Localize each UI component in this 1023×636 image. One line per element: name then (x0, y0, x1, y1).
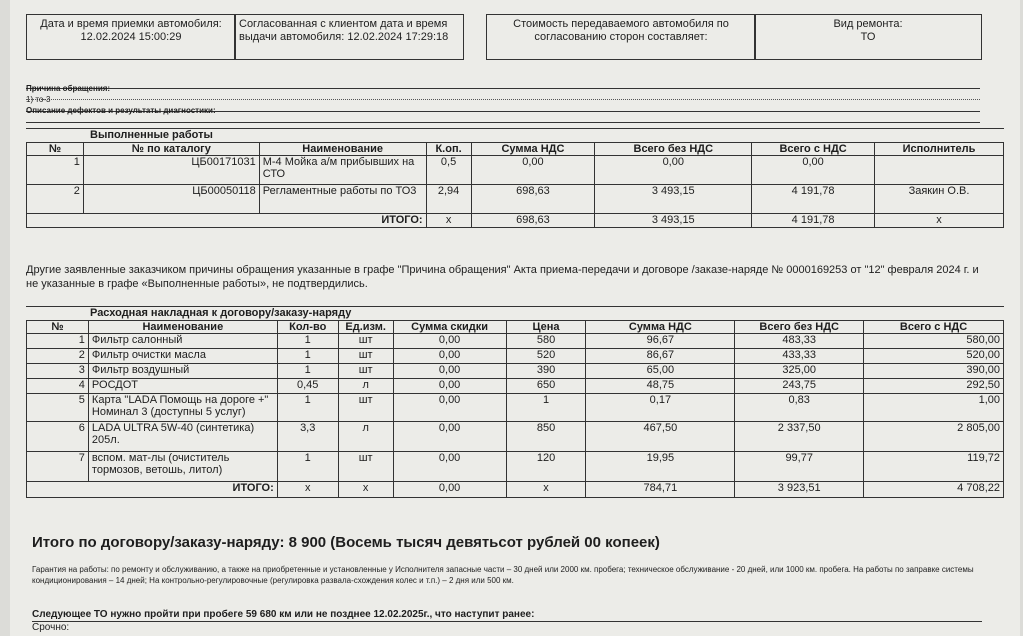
works-col-header: № (27, 143, 84, 156)
parts-cell: 1 (277, 364, 338, 379)
works-cell: Заякин О.В. (875, 185, 1004, 214)
parts-cell: шт (338, 364, 393, 379)
parts-section (26, 306, 1004, 498)
next-service: Следующее ТО нужно пройти при пробеге 59 680 км или не позднее 12.02.2025г., что наступит ранее: (32, 609, 982, 622)
parts-cell: 119,72 (864, 452, 1004, 482)
parts-cell: РОСДОТ (88, 379, 277, 394)
parts-cell: 4 (27, 379, 89, 394)
works-col-header: Наименование (259, 143, 426, 156)
parts-cell: 0,83 (735, 394, 864, 422)
cost-label-1: Стоимость передаваемого автомобиля по (513, 18, 729, 30)
cost-box (486, 14, 756, 60)
parts-total-cell: 3 923,51 (735, 482, 864, 498)
parts-header-row (27, 321, 1004, 334)
works-section (26, 128, 1004, 228)
parts-cell: 48,75 (586, 379, 735, 394)
parts-cell: 0,00 (393, 452, 506, 482)
reason-value-line (26, 89, 980, 104)
grand-total: Итого по договору/заказу-наряду: 8 900 (Восемь тысяч девятьсот рублей 00 копеек) (32, 534, 660, 551)
parts-cell: л (338, 379, 393, 394)
parts-cell: 7 (27, 452, 89, 482)
works-cell: 0,5 (426, 156, 471, 185)
table-row (27, 156, 1004, 185)
parts-total-label: ИТОГО: (27, 482, 278, 498)
parts-cell: Фильтр очистки масла (88, 349, 277, 364)
parts-cell: 1 (506, 394, 586, 422)
parts-cell: Фильтр салонный (88, 334, 277, 349)
works-total-row (27, 214, 1004, 228)
works-col-header: Всего без НДС (595, 143, 752, 156)
parts-cell: 325,00 (735, 364, 864, 379)
document-sheet (10, 0, 1020, 636)
table-row (27, 422, 1004, 452)
works-total-cell: 4 191,78 (752, 214, 875, 228)
works-cell: 3 493,15 (595, 185, 752, 214)
parts-cell: 5 (27, 394, 89, 422)
works-cell (875, 156, 1004, 185)
parts-cell: 520,00 (864, 349, 1004, 364)
works-cell: ЦБ00050118 (83, 185, 259, 214)
issue-box (234, 14, 464, 60)
parts-title: Расходная накладная к договору/заказу-наряду (26, 306, 1004, 320)
parts-cell: 292,50 (864, 379, 1004, 394)
parts-col-header: Всего с НДС (864, 321, 1004, 334)
defects-line (26, 100, 980, 115)
parts-cell: 0,00 (393, 349, 506, 364)
parts-col-header: Наименование (88, 321, 277, 334)
parts-cell: 0,17 (586, 394, 735, 422)
works-total-cell: x (875, 214, 1004, 228)
parts-cell: шт (338, 452, 393, 482)
works-cell: 0,00 (595, 156, 752, 185)
parts-cell: 433,33 (735, 349, 864, 364)
parts-cell: шт (338, 334, 393, 349)
table-row (27, 185, 1004, 214)
parts-cell: 86,67 (586, 349, 735, 364)
parts-cell: 483,33 (735, 334, 864, 349)
reason-line (26, 78, 980, 93)
parts-col-header: Ед.изм. (338, 321, 393, 334)
works-col-header: № по каталогу (83, 143, 259, 156)
parts-cell: 0,00 (393, 379, 506, 394)
works-table (26, 142, 1004, 228)
parts-col-header: Кол-во (277, 321, 338, 334)
works-cell: 0,00 (752, 156, 875, 185)
works-cell: 2 (27, 185, 84, 214)
parts-cell: 390 (506, 364, 586, 379)
cost-label-2: согласованию сторон составляет: (534, 31, 708, 43)
repair-type-value: ТО (860, 31, 876, 43)
parts-total-cell: x (277, 482, 338, 498)
reception-datetime: 12.02.2024 15:00:29 (80, 31, 182, 43)
table-row (27, 452, 1004, 482)
defects-empty-line (26, 112, 980, 123)
parts-total-cell: x (506, 482, 586, 498)
parts-cell: 580 (506, 334, 586, 349)
parts-cell: вспом. мат-лы (очиститель тормозов, ветошь, литол) (88, 452, 277, 482)
claims-note-text: Другие заявленные заказчиком причины обращения указанные в графе "Причина обращения" Акта приема-передачи и договоре /заказе-наряде № 0000169253 от "12" февраля 2024 г. и не указанные в графе «Выполненные работы», не подтвердились. (26, 264, 979, 290)
works-col-header: Сумма НДС (471, 143, 595, 156)
works-cell: М-4 Мойка а/м прибывших на СТО (259, 156, 426, 185)
parts-col-header: Сумма НДС (586, 321, 735, 334)
parts-col-header: Цена (506, 321, 586, 334)
parts-cell: 19,95 (586, 452, 735, 482)
parts-cell: 0,00 (393, 364, 506, 379)
parts-total-row (27, 482, 1004, 498)
works-cell: 2,94 (426, 185, 471, 214)
parts-cell: 580,00 (864, 334, 1004, 349)
issue-label: Согласованная с клиентом дата и время (239, 18, 448, 30)
table-row (27, 349, 1004, 364)
parts-col-header: Всего без НДС (735, 321, 864, 334)
parts-cell: 2 805,00 (864, 422, 1004, 452)
table-row (27, 334, 1004, 349)
works-total-cell: 3 493,15 (595, 214, 752, 228)
parts-cell: 120 (506, 452, 586, 482)
parts-cell: шт (338, 394, 393, 422)
warranty-text: Гарантия на работы: по ремонту и обслуживанию, а также на приобретенные и установленные у Исполнителя запасные части – 30 дней или 2000 км. пробега; техническое обслуживание - 20 дней, или 1000 км. пробега. На работы по заправке системы кондиционирования – 14 дней; На контрольно-регулировочные (регулировка развала-схождения колес и т.п.) – 2 дня или 500 км. (32, 565, 974, 585)
parts-cell: 467,50 (586, 422, 735, 452)
parts-cell: LADA ULTRA 5W-40 (синтетика) 205л. (88, 422, 277, 452)
parts-cell: 1 (27, 334, 89, 349)
reception-label: Дата и время приемки автомобиля: (40, 18, 222, 30)
parts-body (27, 334, 1004, 498)
works-total-label: ИТОГО: (27, 214, 427, 228)
parts-total-cell: 0,00 (393, 482, 506, 498)
works-header-row (27, 143, 1004, 156)
works-cell: 1 (27, 156, 84, 185)
parts-cell: 2 (27, 349, 89, 364)
parts-cell: Фильтр воздушный (88, 364, 277, 379)
parts-cell: 1 (277, 452, 338, 482)
parts-cell: 99,77 (735, 452, 864, 482)
reason-value: 1) то-3 (26, 95, 51, 104)
table-row (27, 364, 1004, 379)
works-title: Выполненные работы (26, 128, 1004, 142)
parts-cell: 1 (277, 334, 338, 349)
works-cell: 0,00 (471, 156, 595, 185)
reception-box (26, 14, 236, 60)
parts-cell: 1 (277, 394, 338, 422)
parts-cell: 520 (506, 349, 586, 364)
parts-cell: 6 (27, 422, 89, 452)
parts-table (26, 320, 1004, 498)
parts-cell: 850 (506, 422, 586, 452)
parts-col-header: Сумма скидки (393, 321, 506, 334)
works-cell: 698,63 (471, 185, 595, 214)
urgent-label: Срочно: (32, 622, 70, 633)
claims-note (26, 263, 986, 291)
parts-cell: 243,75 (735, 379, 864, 394)
works-col-header: Исполнитель (875, 143, 1004, 156)
defects-label: Описание дефектов и результаты диагностики: (26, 106, 216, 115)
repair-type-label: Вид ремонта: (833, 18, 903, 30)
parts-cell: 0,00 (393, 422, 506, 452)
parts-cell: 0,00 (393, 334, 506, 349)
parts-cell: 96,67 (586, 334, 735, 349)
parts-cell: 3 (27, 364, 89, 379)
parts-cell: шт (338, 349, 393, 364)
parts-cell: л (338, 422, 393, 452)
table-row (27, 379, 1004, 394)
works-body (27, 156, 1004, 228)
parts-col-header: № (27, 321, 89, 334)
parts-cell: 2 337,50 (735, 422, 864, 452)
repair-type-box (754, 14, 982, 60)
parts-cell: 3,3 (277, 422, 338, 452)
reason-label: Причина обращения: (26, 84, 111, 93)
parts-cell: 390,00 (864, 364, 1004, 379)
parts-total-cell: 784,71 (586, 482, 735, 498)
works-cell: Регламентные работы по ТО3 (259, 185, 426, 214)
works-cell: ЦБ00171031 (83, 156, 259, 185)
parts-cell: 1,00 (864, 394, 1004, 422)
table-row (27, 394, 1004, 422)
parts-cell: 0,45 (277, 379, 338, 394)
issue-datetime: выдачи автомобиля: 12.02.2024 17:29:18 (239, 31, 449, 43)
parts-cell: Карта "LADA Помощь на дороге +" Номинал 3 (доступны 5 услуг) (88, 394, 277, 422)
parts-total-cell: x (338, 482, 393, 498)
works-col-header: Всего с НДС (752, 143, 875, 156)
works-total-cell: x (426, 214, 471, 228)
parts-total-cell: 4 708,22 (864, 482, 1004, 498)
parts-cell: 650 (506, 379, 586, 394)
parts-cell: 0,00 (393, 394, 506, 422)
works-col-header: К.оп. (426, 143, 471, 156)
parts-cell: 65,00 (586, 364, 735, 379)
parts-cell: 1 (277, 349, 338, 364)
works-total-cell: 698,63 (471, 214, 595, 228)
works-cell: 4 191,78 (752, 185, 875, 214)
